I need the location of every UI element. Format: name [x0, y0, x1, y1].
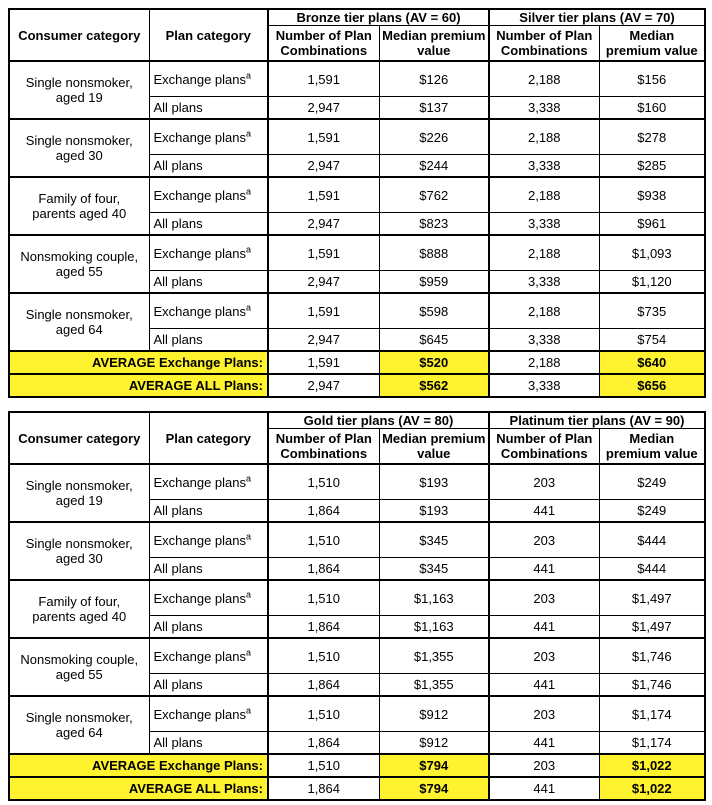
table-row	[9, 522, 705, 558]
value-cell: 1,864	[268, 674, 379, 697]
value-cell: $762	[379, 177, 489, 213]
average-all-row	[9, 374, 705, 397]
plan-category-cell: Exchange plans$^a$	[149, 638, 268, 674]
table-row	[9, 235, 705, 271]
value-cell: $754	[599, 329, 705, 352]
footnote-marker: a	[246, 186, 252, 197]
value-cell: 2,947	[268, 271, 379, 294]
value-cell: $645	[379, 329, 489, 352]
table-row	[9, 580, 705, 616]
value-cell: 1,591	[268, 119, 379, 155]
tier-header-row	[9, 412, 705, 429]
value-cell: 441	[489, 674, 599, 697]
tier-group-header-platinum: Platinum tier plans (AV = 90)	[489, 412, 705, 429]
value-cell: 1,591	[268, 293, 379, 329]
average-value-cell: $640	[599, 351, 705, 374]
plan-category-cell: All plans	[149, 732, 268, 755]
average-value-cell: 2,188	[489, 351, 599, 374]
footnote-marker: a	[246, 531, 252, 542]
consumer-category-header: Consumer category	[9, 9, 149, 61]
subcolumn-header-median: Median premium value	[379, 429, 489, 465]
tier-group-header-silver: Silver tier plans (AV = 70)	[489, 9, 705, 26]
value-cell: 3,338	[489, 155, 599, 178]
value-cell: 1,510	[268, 580, 379, 616]
value-cell: 441	[489, 558, 599, 581]
plan-category-cell: Exchange plans$^a$	[149, 119, 268, 155]
consumer-category-cell: Single nonsmoker, aged 30	[9, 522, 149, 580]
value-cell: $1,746	[599, 674, 705, 697]
value-cell: 1,510	[268, 522, 379, 558]
consumer-category-header: Consumer category	[9, 412, 149, 464]
consumer-category-cell: Single nonsmoker, aged 19	[9, 61, 149, 119]
value-cell: 1,591	[268, 235, 379, 271]
value-cell: $1,163	[379, 580, 489, 616]
table-row	[9, 119, 705, 155]
plan-category-cell: All plans	[149, 616, 268, 639]
consumer-category-cell: Nonsmoking couple, aged 55	[9, 235, 149, 293]
value-cell: $1,497	[599, 580, 705, 616]
table-row	[9, 464, 705, 500]
subcolumn-header-median: Median premium value	[599, 429, 705, 465]
value-cell: 3,338	[489, 97, 599, 120]
value-cell: $160	[599, 97, 705, 120]
footnote-marker: a	[246, 302, 252, 313]
value-cell: $249	[599, 500, 705, 523]
value-cell: $1,355	[379, 674, 489, 697]
consumer-category-cell: Single nonsmoker, aged 64	[9, 293, 149, 351]
value-cell: $938	[599, 177, 705, 213]
average-value-cell: 2,947	[268, 374, 379, 397]
average-all-row	[9, 777, 705, 800]
consumer-category-cell: Single nonsmoker, aged 64	[9, 696, 149, 754]
average-value-cell: $1,022	[599, 754, 705, 777]
value-cell: $444	[599, 558, 705, 581]
value-cell: $193	[379, 464, 489, 500]
average-value-cell: 441	[489, 777, 599, 800]
average-value-cell: 3,338	[489, 374, 599, 397]
plan-category-header: Plan category	[149, 412, 268, 464]
value-cell: $249	[599, 464, 705, 500]
value-cell: $735	[599, 293, 705, 329]
average-value-cell: 1,591	[268, 351, 379, 374]
plan-category-cell: Exchange plans$^a$	[149, 580, 268, 616]
table-row	[9, 293, 705, 329]
value-cell: 1,510	[268, 464, 379, 500]
tier-group-header-bronze: Bronze tier plans (AV = 60)	[268, 9, 489, 26]
average-value-cell: $794	[379, 754, 489, 777]
value-cell: $1,355	[379, 638, 489, 674]
value-cell: $1,120	[599, 271, 705, 294]
value-cell: $1,093	[599, 235, 705, 271]
value-cell: 2,188	[489, 177, 599, 213]
plan-category-cell: All plans	[149, 155, 268, 178]
tier-group-header-gold: Gold tier plans (AV = 80)	[268, 412, 489, 429]
value-cell: $345	[379, 522, 489, 558]
plan-category-cell: Exchange plans$^a$	[149, 61, 268, 97]
average-label-cell: AVERAGE Exchange Plans:	[9, 351, 268, 374]
table-row	[9, 696, 705, 732]
average-value-cell: 203	[489, 754, 599, 777]
value-cell: $1,174	[599, 732, 705, 755]
subcolumn-header-median: Median premium value	[379, 26, 489, 62]
value-cell: 1,591	[268, 177, 379, 213]
value-cell: $126	[379, 61, 489, 97]
value-cell: 441	[489, 616, 599, 639]
plan-category-cell: Exchange plans$^a$	[149, 522, 268, 558]
footnote-marker: a	[246, 473, 252, 484]
plan-category-cell: All plans	[149, 329, 268, 352]
average-value-cell: $520	[379, 351, 489, 374]
average-value-cell: 1,864	[268, 777, 379, 800]
value-cell: $137	[379, 97, 489, 120]
footnote-marker: a	[246, 705, 252, 716]
value-cell: $156	[599, 61, 705, 97]
consumer-category-cell: Nonsmoking couple, aged 55	[9, 638, 149, 696]
plan-category-cell: All plans	[149, 500, 268, 523]
table-row	[9, 638, 705, 674]
value-cell: $959	[379, 271, 489, 294]
subcolumn-header-median: Median premium value	[599, 26, 705, 62]
plan-category-cell: All plans	[149, 558, 268, 581]
value-cell: $888	[379, 235, 489, 271]
value-cell: $444	[599, 522, 705, 558]
average-label-cell: AVERAGE Exchange Plans:	[9, 754, 268, 777]
value-cell: 1,864	[268, 500, 379, 523]
value-cell: 203	[489, 638, 599, 674]
subcolumn-header-combinations: Number of Plan Combinations	[489, 26, 599, 62]
value-cell: $1,746	[599, 638, 705, 674]
value-cell: 2,947	[268, 97, 379, 120]
average-label-cell: AVERAGE ALL Plans:	[9, 374, 268, 397]
gold-platinum-plans-table	[8, 411, 706, 801]
bronze-silver-plans-table	[8, 8, 706, 398]
tier-header-row	[9, 9, 705, 26]
average-exchange-row	[9, 351, 705, 374]
value-cell: $823	[379, 213, 489, 236]
plan-category-cell: Exchange plans$^a$	[149, 177, 268, 213]
average-exchange-row	[9, 754, 705, 777]
average-value-cell: $1,022	[599, 777, 705, 800]
average-value-cell: $562	[379, 374, 489, 397]
plan-category-cell: All plans	[149, 674, 268, 697]
value-cell: 1,864	[268, 616, 379, 639]
table-row	[9, 177, 705, 213]
value-cell: $193	[379, 500, 489, 523]
value-cell: 2,188	[489, 235, 599, 271]
value-cell: 3,338	[489, 271, 599, 294]
value-cell: $1,163	[379, 616, 489, 639]
subcolumn-header-combinations: Number of Plan Combinations	[268, 26, 379, 62]
value-cell: $1,174	[599, 696, 705, 732]
plan-category-header: Plan category	[149, 9, 268, 61]
consumer-category-cell: Single nonsmoker, aged 30	[9, 119, 149, 177]
value-cell: $226	[379, 119, 489, 155]
value-cell: $1,497	[599, 616, 705, 639]
value-cell: 1,510	[268, 638, 379, 674]
footnote-marker: a	[246, 647, 252, 658]
subcolumn-header-combinations: Number of Plan Combinations	[268, 429, 379, 465]
plan-category-cell: Exchange plans$^a$	[149, 464, 268, 500]
value-cell: $285	[599, 155, 705, 178]
plan-category-cell: All plans	[149, 271, 268, 294]
value-cell: $912	[379, 696, 489, 732]
value-cell: $278	[599, 119, 705, 155]
value-cell: 2,947	[268, 213, 379, 236]
table-row	[9, 61, 705, 97]
value-cell: $912	[379, 732, 489, 755]
value-cell: 1,510	[268, 696, 379, 732]
value-cell: 203	[489, 464, 599, 500]
footnote-marker: a	[246, 128, 252, 139]
value-cell: 441	[489, 732, 599, 755]
value-cell: $345	[379, 558, 489, 581]
value-cell: 1,864	[268, 732, 379, 755]
value-cell: 203	[489, 696, 599, 732]
value-cell: 1,864	[268, 558, 379, 581]
value-cell: 203	[489, 522, 599, 558]
subcolumn-header-combinations: Number of Plan Combinations	[489, 429, 599, 465]
value-cell: 203	[489, 580, 599, 616]
plan-category-cell: Exchange plans$^a$	[149, 235, 268, 271]
plan-category-cell: All plans	[149, 213, 268, 236]
average-label-cell: AVERAGE ALL Plans:	[9, 777, 268, 800]
plan-category-cell: Exchange plans$^a$	[149, 696, 268, 732]
footnote-marker: a	[246, 589, 252, 600]
value-cell: 2,188	[489, 119, 599, 155]
value-cell: $961	[599, 213, 705, 236]
value-cell: 2,947	[268, 155, 379, 178]
value-cell: 441	[489, 500, 599, 523]
value-cell: 2,188	[489, 293, 599, 329]
value-cell: 3,338	[489, 329, 599, 352]
footnote-marker: a	[246, 244, 252, 255]
value-cell: 2,188	[489, 61, 599, 97]
footnote-marker: a	[246, 70, 252, 81]
average-value-cell: $656	[599, 374, 705, 397]
plan-category-cell: All plans	[149, 97, 268, 120]
value-cell: $598	[379, 293, 489, 329]
average-value-cell: $794	[379, 777, 489, 800]
value-cell: 2,947	[268, 329, 379, 352]
value-cell: 3,338	[489, 213, 599, 236]
consumer-category-cell: Single nonsmoker, aged 19	[9, 464, 149, 522]
consumer-category-cell: Family of four, parents aged 40	[9, 580, 149, 638]
value-cell: $244	[379, 155, 489, 178]
consumer-category-cell: Family of four, parents aged 40	[9, 177, 149, 235]
average-value-cell: 1,510	[268, 754, 379, 777]
value-cell: 1,591	[268, 61, 379, 97]
plan-category-cell: Exchange plans$^a$	[149, 293, 268, 329]
